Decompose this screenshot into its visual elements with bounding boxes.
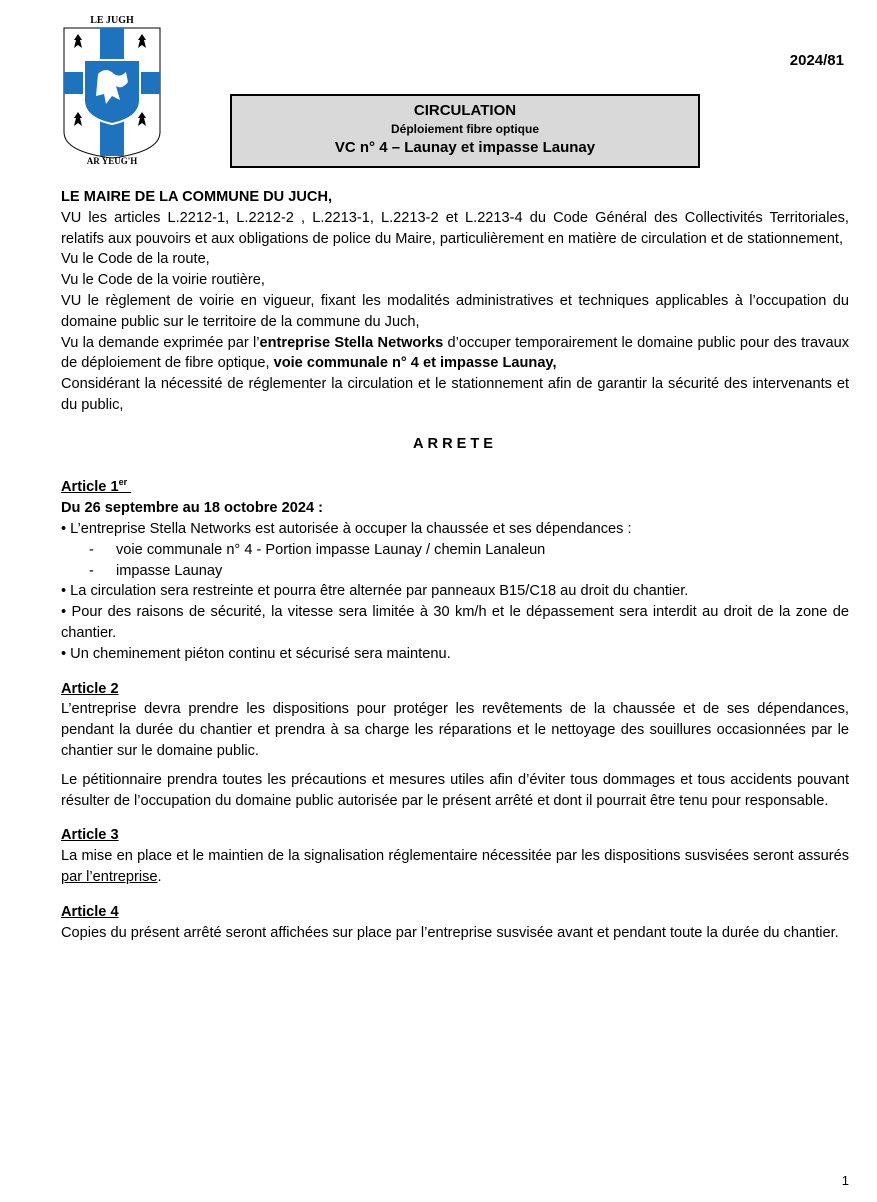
article-2-paragraph-1: L’entreprise devra prendre les dispositions pour protéger les revêtements de la chaussée et de ses dépendances, pendant la durée du chantier et prendra à sa charge les réparations et le nettoyage des souillures occasionnées par le chantier sur le domaine public. bbox=[61, 701, 849, 759]
logo-bottom-text: AR YEUG'H bbox=[86, 156, 138, 166]
logo-top-text: LE JUGH bbox=[90, 15, 134, 26]
title-line-1: CIRCULATION bbox=[413, 102, 517, 119]
article-1-bullet-2: • La circulation sera restreinte et pourra être alternée par panneaux B15/C18 au droit du chantier. bbox=[61, 583, 689, 600]
article-4-paragraph-1: Copies du présent arrêté seront affichées sur place par l’entreprise susvisée avant et pendant toute la durée du chantier. bbox=[61, 924, 839, 941]
reference-number: 2024/81 bbox=[789, 52, 844, 69]
article-3-paragraph-1: La mise en place et le maintien de la signalisation réglementaire nécessitée par les dispositions susvisées seront assurés par l’entreprise. bbox=[61, 848, 849, 885]
title-box bbox=[230, 94, 700, 168]
title-line-3: VC n° 4 – Launay et impasse Launay bbox=[334, 139, 596, 156]
preamble-heading: LE MAIRE DE LA COMMUNE DU JUCH, bbox=[61, 189, 333, 205]
preamble-vu-3: Vu le Code de la voirie routière, bbox=[61, 272, 265, 289]
page-number: 1 bbox=[841, 1173, 849, 1188]
article-1-bullet-1: • L’entreprise Stella Networks est autorisée à occuper la chaussée et ses dépendances : bbox=[61, 521, 632, 538]
article-2-title: Article 2 bbox=[61, 680, 119, 697]
coat-of-arms-logo bbox=[60, 12, 164, 166]
article-3-title: Article 3 bbox=[61, 827, 119, 844]
preamble-vu-5: Vu la demande exprimée par l’entreprise Stella Networks d’occuper temporairement le domaine public pour des travaux de déploiement de fibre optique, voie communale n° 4 et impasse Launay, bbox=[61, 334, 849, 372]
preamble-vu-1: VU les articles L.2212-1, L.2212-2 , L.2213-1, L.2213-2 et L.2213-4 du Code Général des Collectivités Territoriales, relatifs aux pouvoirs et aux obligations de police du Maire, particulièrement en matière de circulation et de stationnement, bbox=[61, 209, 849, 247]
article-1-title: Article 1er bbox=[61, 477, 128, 496]
title-line-2: Déploiement fibre optique bbox=[390, 122, 539, 136]
preamble-vu-4: VU le règlement de voirie en vigueur, fixant les modalités administratives et techniques applicables à l’occupation du domaine public sur le territoire de la commune du Juch, bbox=[61, 292, 849, 330]
article-2-paragraph-2: Le pétitionnaire prendra toutes les précautions et mesures utiles afin d’éviter tous dommages et tous accidents pouvant résulter de l’occupation du domaine public autorisée par le présent arrêté et dont il pourrait être tenu pour responsable. bbox=[61, 771, 849, 809]
article-4-title: Article 4 bbox=[61, 903, 119, 920]
document-body bbox=[61, 187, 849, 943]
preamble-considerant: Considérant la nécessité de réglementer la circulation et le stationnement afin de garantir la sécurité des intervenants et du public, bbox=[61, 376, 849, 413]
article-1-bullet-4: • Un cheminement piéton continu et sécurisé sera maintenu. bbox=[61, 645, 451, 662]
arrete-heading: ARRETE bbox=[413, 435, 497, 452]
article-1-dash-1: - voie communale n° 4 - Portion impasse Launay / chemin Lanaleun bbox=[89, 541, 546, 558]
article-1-dates: Du 26 septembre au 18 octobre 2024 : bbox=[61, 500, 323, 517]
article-1-bullet-3: • Pour des raisons de sécurité, la vitesse sera limitée à 30 km/h et le dépassement sera interdit au droit de la zone de chantier. bbox=[61, 604, 849, 641]
article-1-dash-2: - impasse Launay bbox=[89, 562, 223, 579]
preamble-vu-2: Vu le Code de la route, bbox=[61, 251, 210, 268]
